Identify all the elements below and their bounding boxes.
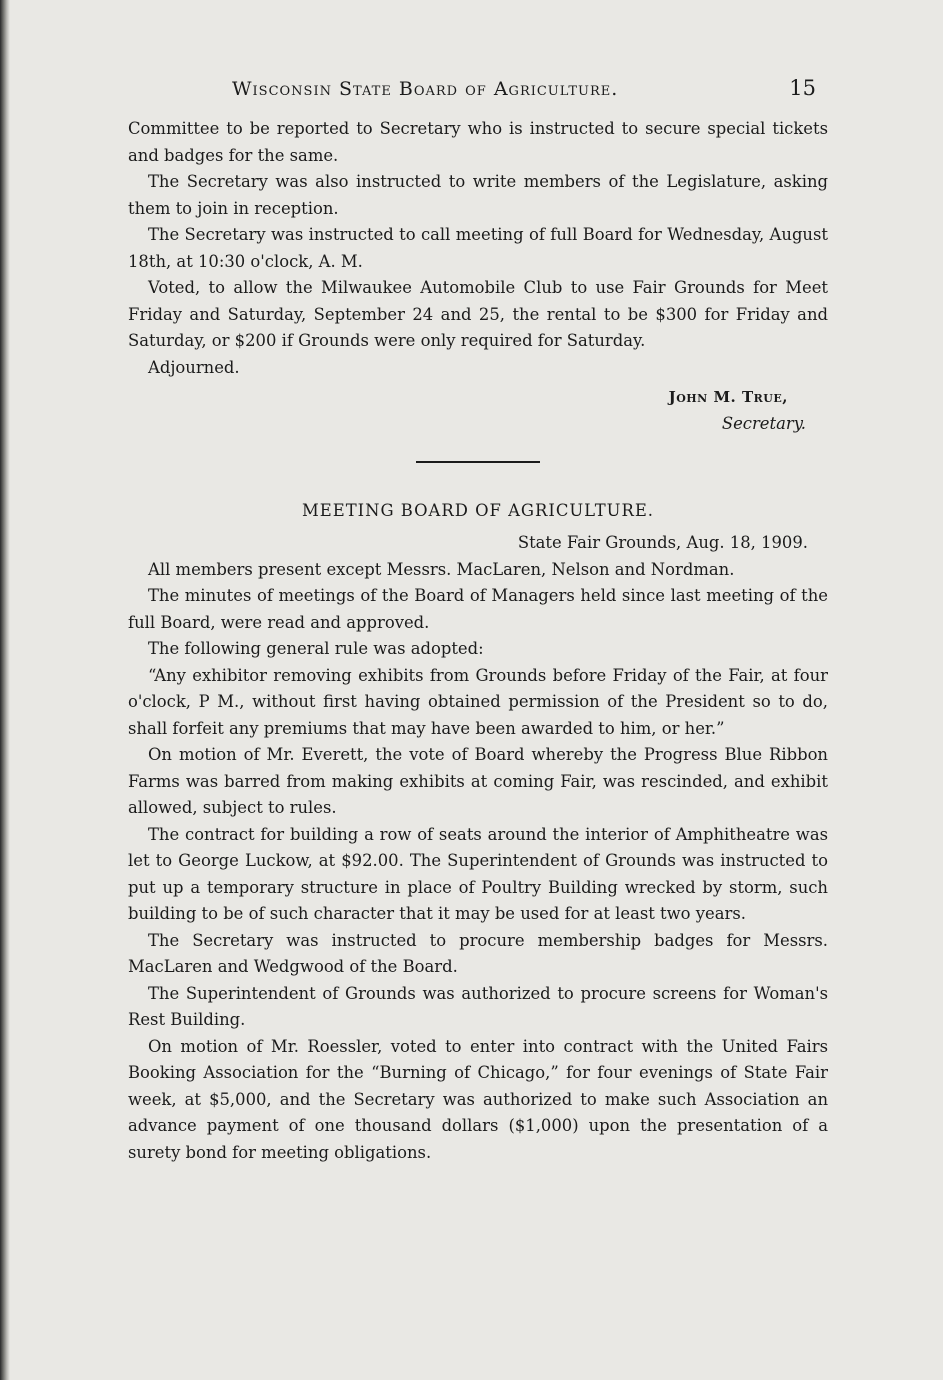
document-page <box>128 76 828 1166</box>
paragraph: All members present except Messrs. MacLaren, Nelson and Nordman. <box>148 559 735 579</box>
signature-title: Secretary. <box>721 414 806 433</box>
paragraph: The Superintendent of Grounds was authorized to procure screens for Woman's Rest Building. <box>128 983 828 1029</box>
dateline: State Fair Grounds, Aug. 18, 1909. <box>517 533 808 552</box>
paragraph: Committee to be reported to Secretary who is instructed to secure special tickets and badges for the same. <box>128 119 828 165</box>
page-number: 15 <box>789 76 816 100</box>
top-text-block <box>128 116 828 381</box>
running-header <box>128 76 828 116</box>
paragraph: On motion of Mr. Everett, the vote of Board whereby the Progress Blue Ribbon Farms was barred from making exhibits at coming Fair, was rescinded, and exhibit allowed, subject to rules. <box>128 745 828 817</box>
paragraph: The Secretary was also instructed to write members of the Legislature, asking them to join in reception. <box>128 172 828 218</box>
paragraph: The minutes of meetings of the Board of Managers held since last meeting of the full Board, were read and approved. <box>128 586 828 632</box>
running-title: Wisconsin State Board of Agriculture. <box>232 78 619 100</box>
paragraph-adjourned: Adjourned. <box>148 357 240 377</box>
signature-block <box>128 383 828 437</box>
section-divider <box>416 461 540 463</box>
section-text-block <box>128 557 828 1167</box>
signature-name: John M. True, <box>668 388 788 406</box>
paragraph: The Secretary was instructed to call meeting of full Board for Wednesday, August 18th, at 10:30 o'clock, A. M. <box>128 225 828 271</box>
paragraph: On motion of Mr. Roessler, voted to enter into contract with the United Fairs Booking Association for the “Burning of Chicago,” for four evenings of State Fair week, at $5,000, and the Secretary was authorized to make such Association an advance payment of one thousand dollars ($1,000) upon the presentation of a surety bond for meeting obligations. <box>128 1036 828 1162</box>
paragraph-quoted-rule: “Any exhibitor removing exhibits from Grounds before Friday of the Fair, at four o'clock, P M., without first having obtained permission of the President so to do, shall forfeit any premiums that may have been awarded to him, or her.” <box>128 665 828 738</box>
paragraph: The following general rule was adopted: <box>148 639 484 658</box>
paragraph: The contract for building a row of seats around the interior of Amphitheatre was let to George Luckow, at $92.00. The Superintendent of Grounds was instructed to put up a temporary structure in place of Poultry Building wrecked by storm, such building to be of such character that it may be used for at least two years. <box>128 824 828 923</box>
section-title: MEETING BOARD OF AGRICULTURE. <box>301 501 654 520</box>
paragraph: The Secretary was instructed to procure membership badges for Messrs. MacLaren and Wedgwood of the Board. <box>128 930 828 976</box>
paragraph: Voted, to allow the Milwaukee Automobile Club to use Fair Grounds for Meet Friday and Saturday, September 24 and 25, the rental to be $300 for Friday and Saturday, or $200 if Grounds were only required for Saturday. <box>128 278 828 350</box>
book-spine-edge <box>0 0 10 1380</box>
